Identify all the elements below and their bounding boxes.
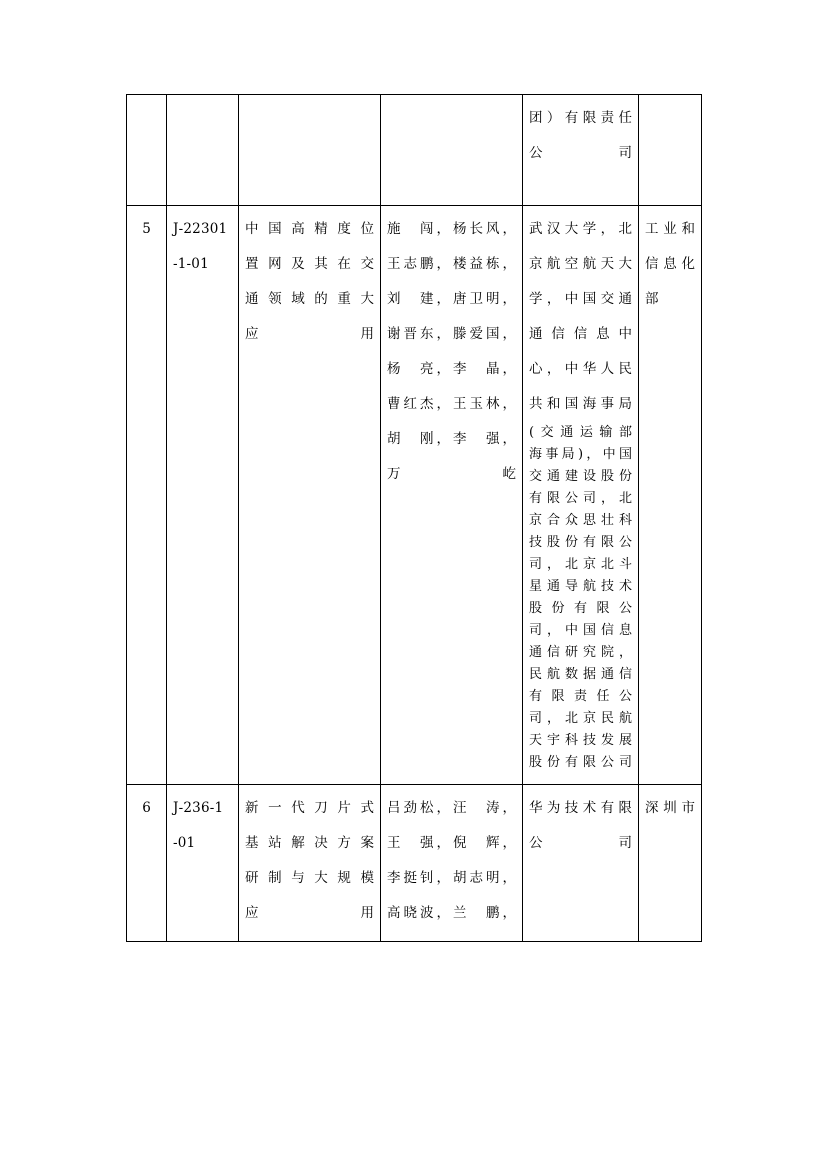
org-line: (交通运输部 (529, 425, 632, 440)
people-line: 李挺钊，胡志明， (387, 870, 516, 886)
org-line: 司，北京民航 (529, 711, 632, 726)
cell-code (167, 95, 239, 206)
code-line: J-236-1 (173, 800, 224, 816)
cell-org (523, 206, 639, 785)
cell-title (239, 206, 381, 785)
cell-code (167, 785, 239, 942)
org-line: 团）有限责任 (529, 110, 632, 126)
org-line: 司，北京北斗 (529, 557, 632, 572)
title-line: 基站解决方案 (245, 835, 374, 851)
org-line: 海事局)，中国 (529, 447, 632, 462)
cell-dept (639, 95, 702, 206)
dept-line: 部 (645, 291, 659, 307)
cell-index: 5 (127, 206, 167, 785)
cell-index: 6 (127, 785, 167, 942)
title-line: 置网及其在交 (245, 256, 374, 272)
code-line: J-22301 (173, 221, 228, 237)
org-line: 股份有限公司 (529, 755, 632, 770)
cell-people (381, 95, 523, 206)
cell-people (381, 785, 523, 942)
org-line: 天宇科技发展 (529, 733, 632, 748)
title-line: 应用 (245, 905, 374, 921)
org-line: 通信信息中 (529, 326, 632, 342)
cell-org (523, 95, 639, 206)
org-line: 公司 (529, 835, 632, 851)
people-line: 胡 刚，李 强， (387, 431, 516, 447)
cell-index (127, 95, 167, 206)
org-continuation (529, 422, 632, 774)
people-line: 谢晋东，滕爱国， (387, 326, 516, 342)
cell-title (239, 785, 381, 942)
people-line: 曹红杰，王玉林， (387, 396, 516, 412)
org-line: 股份有限公 (529, 601, 632, 616)
org-line: 公司 (529, 145, 632, 161)
org-line: 武汉大学，北 (529, 221, 632, 237)
org-line: 心，中华人民 (529, 361, 632, 377)
org-line: 交通建设股份 (529, 469, 632, 484)
people-line: 吕劲松，汪 涛， (387, 800, 516, 816)
people-line: 高晓波，兰 鹏， (387, 905, 516, 921)
table-row (127, 785, 702, 942)
title-line: 中国高精度位 (245, 221, 374, 237)
award-projects-table (126, 94, 702, 942)
title-line: 研制与大规模 (245, 870, 374, 886)
code-line: -01 (173, 835, 196, 851)
org-line: 有限责任公 (529, 689, 632, 704)
people-line: 万 屹 (387, 466, 516, 482)
org-line: 星通导航技术 (529, 579, 632, 594)
org-line: 民航数据通信 (529, 667, 632, 682)
people-line: 王 强，倪 辉， (387, 835, 516, 851)
org-line: 司，中国信息 (529, 623, 632, 638)
people-line: 施 闯，杨长风， (387, 221, 516, 237)
table-row (127, 95, 702, 206)
dept-line: 深圳市 (645, 800, 695, 816)
dept-line: 信息化 (645, 256, 695, 272)
people-line: 刘 建，唐卫明， (387, 291, 516, 307)
cell-org (523, 785, 639, 942)
cell-title (239, 95, 381, 206)
code-line: -1-01 (173, 256, 209, 272)
org-line: 技股份有限公 (529, 535, 632, 550)
people-line: 杨 亮，李 晶， (387, 361, 516, 377)
cell-people (381, 206, 523, 785)
title-line: 应用 (245, 326, 374, 342)
org-line: 通信研究院， (529, 645, 632, 660)
table-row (127, 206, 702, 785)
org-line: 华为技术有限 (529, 800, 632, 816)
people-line: 王志鹏，楼益栋， (387, 256, 516, 272)
org-line: 共和国海事局 (529, 396, 632, 412)
cell-dept (639, 206, 702, 785)
org-line: 京航空航天大 (529, 256, 632, 272)
cell-code (167, 206, 239, 785)
cell-dept (639, 785, 702, 942)
title-line: 新一代刀片式 (245, 800, 374, 816)
title-line: 通领域的重大 (245, 291, 374, 307)
org-line: 有限公司，北 (529, 491, 632, 506)
org-line: 学，中国交通 (529, 291, 632, 307)
dept-line: 工业和 (645, 221, 695, 237)
org-line: 京合众思壮科 (529, 513, 632, 528)
